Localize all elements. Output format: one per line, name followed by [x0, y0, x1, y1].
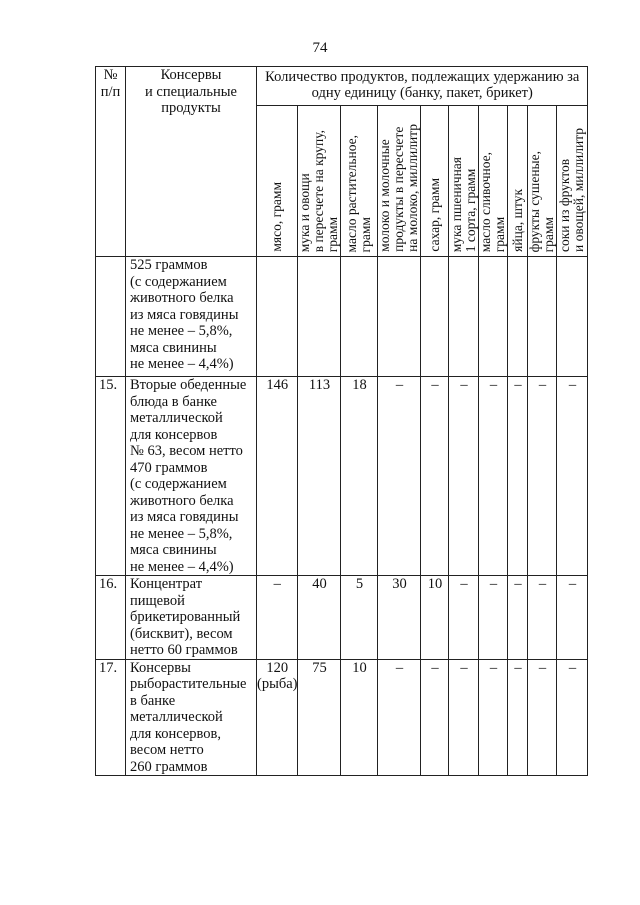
row-value: – — [557, 377, 588, 576]
row-value — [557, 257, 588, 377]
row-value: 10 — [421, 576, 449, 660]
row-value: – — [449, 576, 479, 660]
header-name: Консервы и специальные продукты — [126, 67, 257, 257]
row-value: 120 (рыба) — [257, 659, 298, 776]
header-column — [421, 106, 449, 257]
product-name: Вторые обеденные блюда в банке металлической для консервов № 63, весом нетто 470 граммов (с содержанием животного белка из мяса говядины не менее – 5,8%, мяса свинины не менее – 4,4%) — [126, 377, 257, 576]
row-value: 146 — [257, 377, 298, 576]
header-column — [298, 106, 341, 257]
product-name: 525 граммов (с содержанием животного белка из мяса говядины не менее – 5,8%, мяса свинины не менее – 4,4%) — [126, 257, 257, 377]
row-value: – — [528, 576, 557, 660]
row-value: – — [557, 659, 588, 776]
row-value: – — [257, 576, 298, 660]
row-value: 113 — [298, 377, 341, 576]
header-column — [257, 106, 298, 257]
row-value — [378, 257, 421, 377]
header-group-title: Количество продуктов, подлежащих удержанию за одну единицу (банку, пакет, брикет) — [257, 67, 588, 106]
header-column — [341, 106, 378, 257]
header-column-label: сахар, грамм — [426, 178, 442, 252]
row-number: 16. — [96, 576, 126, 660]
row-value — [528, 257, 557, 377]
header-column-label: мука пшеничная 1 сорта, грамм — [448, 156, 478, 252]
header-num: № п/п — [96, 67, 126, 257]
row-value: 30 — [378, 576, 421, 660]
row-value: 18 — [341, 377, 378, 576]
row-value: – — [421, 659, 449, 776]
row-value: – — [449, 377, 479, 576]
row-value — [298, 257, 341, 377]
header-column — [557, 106, 588, 257]
row-value: – — [508, 659, 528, 776]
product-name: Консервы рыборастительные в банке металлической для консервов, весом нетто 260 граммов — [126, 659, 257, 776]
header-column — [378, 106, 421, 257]
header-column-label: соки из фруктов и овощей, миллилитр — [557, 128, 587, 252]
row-value: – — [479, 576, 508, 660]
header-column-label: масло растительное, грамм — [344, 134, 374, 252]
row-value: – — [479, 377, 508, 576]
table-row — [96, 576, 588, 660]
row-number: 15. — [96, 377, 126, 576]
products-table — [95, 66, 588, 776]
header-column — [528, 106, 557, 257]
row-value: – — [479, 659, 508, 776]
table-row — [96, 257, 588, 377]
row-value: 5 — [341, 576, 378, 660]
row-value: – — [378, 659, 421, 776]
header-column-label: фрукты сушеные, грамм — [527, 150, 557, 252]
header-column-label: мука и овощи в пересчете на крупу, грамм — [297, 129, 341, 252]
row-number — [96, 257, 126, 377]
row-value: 40 — [298, 576, 341, 660]
row-value: 75 — [298, 659, 341, 776]
row-value: – — [508, 377, 528, 576]
product-name: Концентрат пищевой брикетированный (бисквит), весом нетто 60 граммов — [126, 576, 257, 660]
row-value — [257, 257, 298, 377]
row-value: – — [378, 377, 421, 576]
row-value: – — [449, 659, 479, 776]
header-column — [479, 106, 508, 257]
row-value — [449, 257, 479, 377]
table-row — [96, 377, 588, 576]
row-value: – — [421, 377, 449, 576]
table-row — [96, 659, 588, 776]
row-number: 17. — [96, 659, 126, 776]
row-value — [508, 257, 528, 377]
row-value: – — [528, 659, 557, 776]
row-value: – — [508, 576, 528, 660]
row-value: 10 — [341, 659, 378, 776]
row-value — [421, 257, 449, 377]
header-column — [449, 106, 479, 257]
header-column — [508, 106, 528, 257]
row-value — [341, 257, 378, 377]
row-value: – — [557, 576, 588, 660]
header-column-label: молоко и молочные продукты в пересчете на молоко, миллилитр — [377, 124, 421, 252]
header-column-label: масло сливочное, грамм — [478, 151, 508, 252]
header-column-label: яйца, штук — [509, 189, 525, 252]
row-value — [479, 257, 508, 377]
row-value: – — [528, 377, 557, 576]
header-column-label: мясо, грамм — [269, 182, 285, 252]
header-row-1 — [96, 67, 588, 106]
page-number: 74 — [312, 40, 328, 56]
